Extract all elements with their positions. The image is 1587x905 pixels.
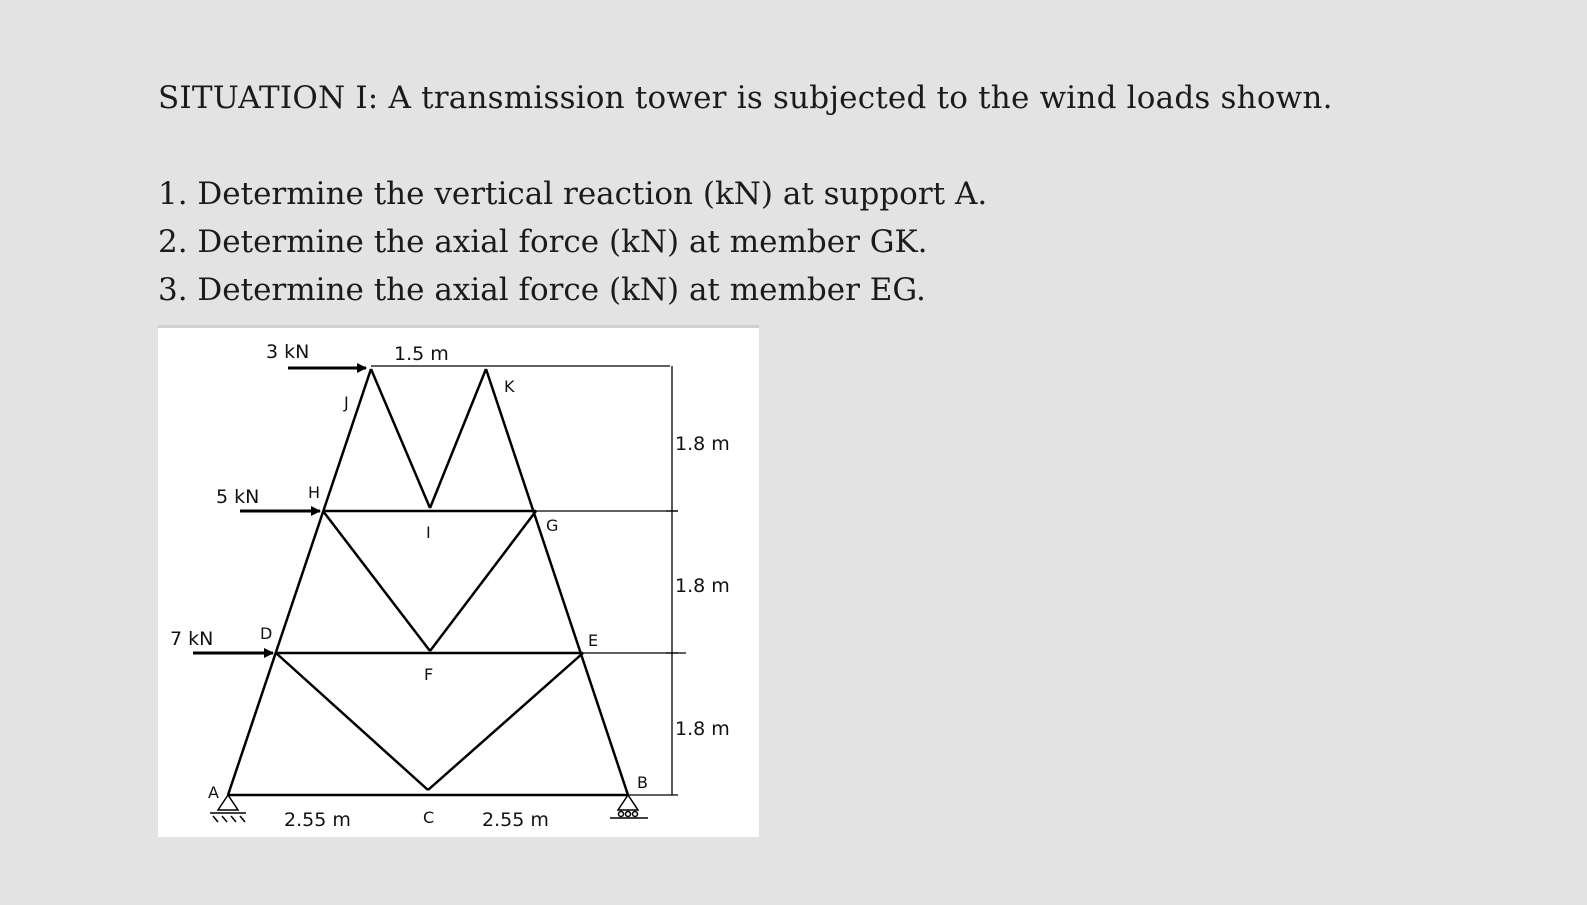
node-label-c: C [423, 808, 435, 827]
node-label-h: H [308, 483, 321, 502]
member-ji [371, 369, 430, 508]
dim-label-h1: 1.8 m [675, 433, 730, 455]
support-b [610, 795, 648, 818]
node-label-f: F [424, 665, 434, 684]
dim-label-base-right: 2.55 m [482, 809, 549, 831]
load-label-top: 3 kN [266, 341, 310, 363]
leg-left-aj [228, 369, 371, 795]
load-label-bottom: 7 kN [170, 628, 214, 650]
situation-title: SITUATION I: A transmission tower is subjected to the wind loads shown. [158, 80, 1333, 116]
member-ik [430, 369, 486, 508]
dim-label-base-left: 2.55 m [284, 809, 351, 831]
question-1: 1. Determine the vertical reaction (kN) at support A. [158, 176, 988, 212]
node-label-i: I [426, 523, 431, 542]
question-list [158, 170, 987, 314]
truss-figure [158, 325, 759, 837]
truss-diagram [158, 328, 759, 840]
node-label-b: B [637, 773, 648, 792]
dim-label-h3: 1.8 m [675, 718, 730, 740]
node-label-e: E [588, 631, 599, 650]
member-dc [276, 653, 428, 790]
node-label-g: G [546, 516, 559, 535]
node-label-j: J [344, 393, 349, 412]
dim-label-top: 1.5 m [394, 343, 449, 365]
load-label-middle: 5 kN [216, 486, 260, 508]
node-label-k: K [504, 377, 515, 396]
node-label-d: D [260, 624, 273, 643]
node-label-a: A [208, 783, 219, 802]
member-hf [323, 511, 430, 651]
member-fg [430, 511, 536, 651]
question-3: 3. Determine the axial force (kN) at member EG. [158, 272, 926, 308]
dim-label-h2: 1.8 m [675, 575, 730, 597]
leg-right-bk [486, 369, 628, 795]
member-ce [428, 653, 583, 790]
question-2: 2. Determine the axial force (kN) at member GK. [158, 224, 928, 260]
